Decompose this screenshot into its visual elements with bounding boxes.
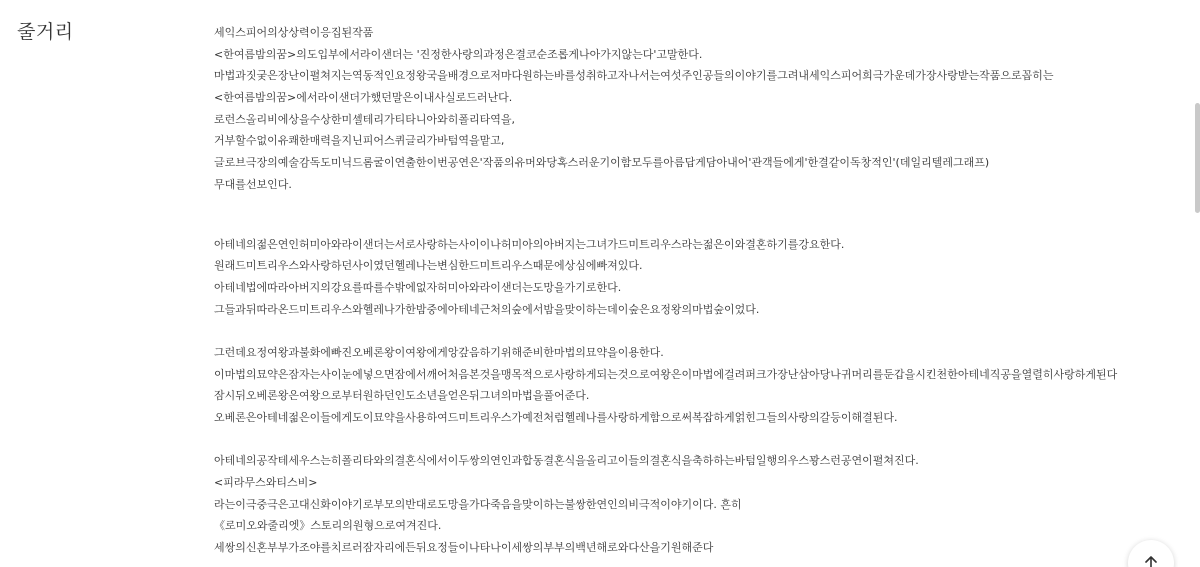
arrow-up-icon: [1143, 554, 1159, 567]
synopsis-line: 세쌍의신혼부부가조야를치르러잠자리에든뒤요정들이나타나이세쌍의부부의백년해로와다산을기원해준다: [214, 541, 714, 555]
synopsis-line: 무대를선보인다.: [214, 177, 292, 191]
synopsis-line: 잠시뒤오베론왕은여왕으로부터원하던인도소년을얻은뒤그녀의마법을풀어준다.: [214, 389, 590, 403]
synopsis-line: 원래드미트리우스와사랑하던사이였던헬레나는변심한드미트리우스때문에상심에빠져있다.: [214, 259, 643, 273]
synopsis-line: 그런데요정여왕과불화에빠진오베론왕이여왕에게앙갚음하기위해준비한마법의묘약을이용한다.: [214, 345, 664, 359]
vertical-scrollbar[interactable]: [1195, 103, 1200, 213]
synopsis-line: 아테네의젊은연인허미아와라이샌더는서로사랑하는사이이나허미아의아버지는그녀가드미트리우스라는젊은이와결혼하기를강요한다.: [214, 237, 845, 251]
synopsis-line: <한여름밤의꿈>에서라이샌더가했던말은이내사실로드러난다.: [214, 91, 513, 105]
synopsis-line: 라는이극중극은고대신화이야기로부모의반대로도망을가다죽음을맞이하는불쌍한연인의비극적이야기이다. 흔히: [214, 497, 742, 511]
synopsis-line: 로런스올리비에상을수상한미셸테리가티타니아와히폴리타역을,: [214, 112, 516, 126]
synopsis-line: 오베론은아테네젊은이들에게도이묘약을사용하여드미트리우스가예전처럼헬레나를사랑하게함으로써복잡하게얽힌그들의사랑의갈등이해결된다.: [214, 411, 898, 424]
synopsis-paragraph-1: [214, 22, 1200, 196]
synopsis-paragraph-2: [214, 234, 1200, 321]
synopsis-paragraph-4: [214, 450, 1200, 558]
synopsis-paragraph-3: [214, 342, 1200, 429]
synopsis-text: [214, 22, 1200, 559]
synopsis-line: 아테네의공작테세우스는히폴리타와의결혼식에서이두쌍의연인과합동결혼식을올리고이들의결혼식을축하하는바텀일행의우스꽝스런공연이펼쳐진다.: [214, 454, 919, 468]
synopsis-line: 아테네법에따라아버지의강요를따를수밖에없자허미아와라이샌더는도망을가기로한다.: [214, 280, 622, 294]
synopsis-line: 그들과뒤따라온드미트리우스와헬레나가한밤중에아테네근처의숲에서밤을맞이하는데이숲은요정왕의마법숲이었다.: [214, 302, 760, 316]
synopsis-line: <피라무스와티스비>: [214, 476, 318, 490]
section-title: 줄거리: [17, 21, 74, 43]
synopsis-line: 글로브극장의예술감독도미닉드롬굴이연출한이번공연은'작품의유머와당혹스러운기이함모두를아름답게담아내어'관객들에게'한결같이독창적인'(데일리텔레그래프): [214, 156, 990, 170]
synopsis-line: 세익스피어의상상력이응집된작품: [214, 26, 374, 39]
synopsis-line: 이마법의묘약은잠자는사이눈에넣으면잠에서깨어처음본것을맹목적으로사랑하게되는것으로여왕은이마법에걸려퍼크가장난삼아당나귀머리를둔갑을시킨천한아테네직공을열렬히사랑하게된다: [214, 367, 1118, 381]
synopsis-line: <한여름밤의꿈>의도입부에서라이샌더는 '진정한사랑의과정은결코순조롭게나아가지않는다'고말한다.: [214, 47, 703, 61]
synopsis-line: 거부할수없이유쾌한매력을지닌피어스퀴글리가바텀역을맡고,: [214, 134, 505, 148]
synopsis-line: 《로미오와줄리엣》스토리의원형으로여겨진다.: [214, 519, 442, 533]
synopsis-line: 마법과짓궂은장난이펼쳐지는역동적인요정왕국을배경으로저마다원하는바를성취하고자나서는여섯주인공들의이야기를그려내세익스피어희극가운데가장사랑받는작품으로꼽히는: [214, 69, 1054, 83]
